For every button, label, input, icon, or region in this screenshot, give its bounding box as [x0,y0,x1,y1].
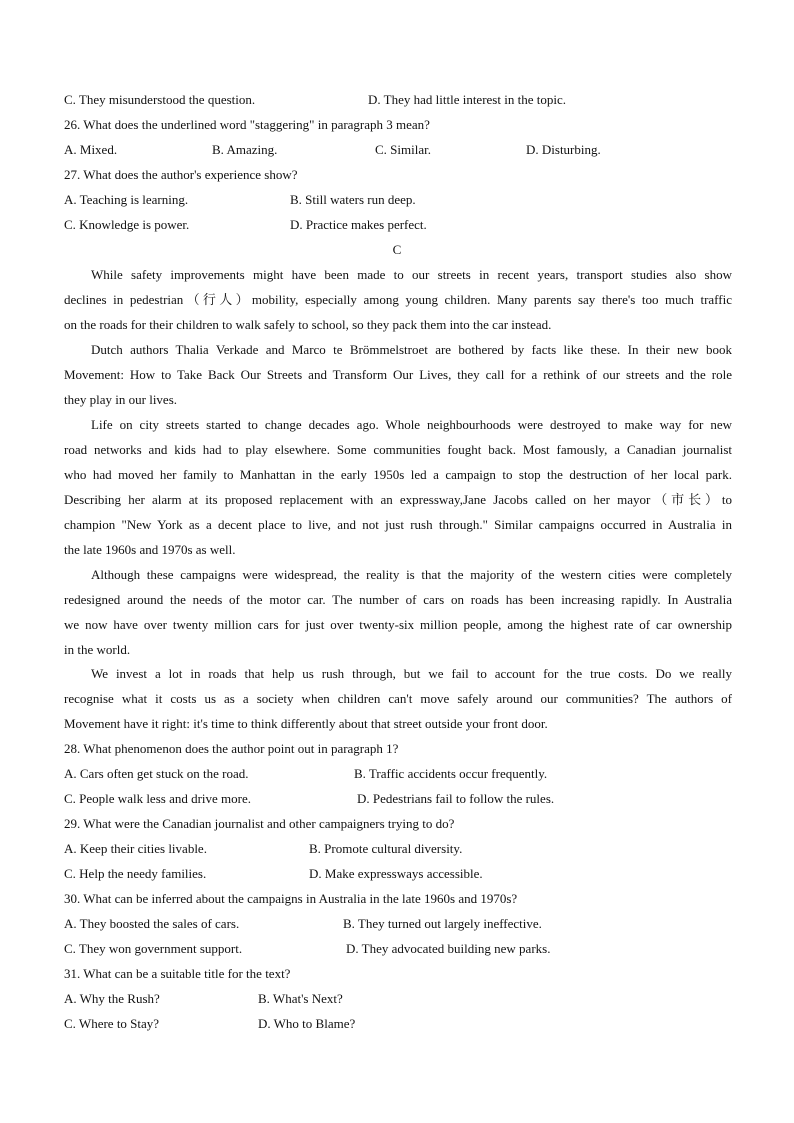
option-28-b[interactable]: B. Traffic accidents occur frequently. [354,766,548,781]
passage-line: the late 1960s and 1970s as well. [64,542,236,557]
option-25-d[interactable]: D. They had little interest in the topic. [368,92,566,107]
passage-line: road networks and kids had to play elsewhere. Some communities fought back. Most famously, a Canadian journalist [64,442,732,457]
passage-line: they play in our lives. [64,392,178,407]
passage-line: We invest a lot in roads that help us rush through, but we fail to account for the true costs. Do we really [91,666,732,681]
passage-line: Describing her alarm at its proposed replacement with an expressway,Jane Jacobs called on her mayor（市长）to [64,492,732,507]
passage-line: Although these campaigns were widespread, the reality is that the majority of the western cities were completely [91,567,732,582]
option-27-d[interactable]: D. Practice makes perfect. [290,217,427,232]
passage-line: recognise what it costs us as a society when children can't move safely around our communities? The authors of [64,691,732,706]
question-31-stem: 31. What can be a suitable title for the text? [64,966,291,981]
passage-line: Movement have it right: it's time to think differently about that street outside your front door. [64,716,548,731]
option-28-a[interactable]: A. Cars often get stuck on the road. [64,766,249,781]
question-30-stem: 30. What can be inferred about the campaigns in Australia in the late 1960s and 1970s? [64,891,518,906]
option-28-c[interactable]: C. People walk less and drive more. [64,791,252,806]
option-26-a[interactable]: A. Mixed. [64,142,118,157]
passage-line: While safety improvements might have been made to our streets in recent years, transport studies also show [91,267,732,282]
option-31-d[interactable]: D. Who to Blame? [258,1016,356,1031]
passage-line: on the roads for their children to walk safely to school, so they pack them into the car instead. [64,317,552,332]
passage-line: redesigned around the needs of the motor car. The number of cars on roads has been increasing rapidly. In Australia [64,592,732,607]
option-27-a[interactable]: A. Teaching is learning. [64,192,189,207]
passage-line: champion "New York as a decent place to live, and not just rush through." Similar campaigns occurred in Australia in [64,517,732,532]
option-30-a[interactable]: A. They boosted the sales of cars. [64,916,240,931]
passage-line: Dutch authors Thalia Verkade and Marco te Brömmelstroet are bothered by facts like these. In their new book [91,342,732,357]
option-29-c[interactable]: C. Help the needy families. [64,866,207,881]
question-28-stem: 28. What phenomenon does the author point out in paragraph 1? [64,741,399,756]
passage-line: in the world. [64,642,131,657]
passage-line: Movement: How to Take Back Our Streets and Transform Our Lives, they call for a rethink of our streets and the role [64,367,732,382]
passage-line: Life on city streets started to change decades ago. Whole neighbourhoods were destroyed to make way for new [91,417,732,432]
option-30-c[interactable]: C. They won government support. [64,941,243,956]
option-29-b[interactable]: B. Promote cultural diversity. [309,841,463,856]
section-c-label: C [392,242,402,257]
question-26-stem: 26. What does the underlined word "staggering" in paragraph 3 mean? [64,117,430,132]
option-31-c[interactable]: C. Where to Stay? [64,1016,160,1031]
option-30-b[interactable]: B. They turned out largely ineffective. [343,916,542,931]
option-31-a[interactable]: A. Why the Rush? [64,991,160,1006]
passage-line: who had moved her family to Manhattan in the early 1950s led a campaign to stop the destruction of her local park. [64,467,732,482]
option-28-d[interactable]: D. Pedestrians fail to follow the rules. [357,791,555,806]
option-29-d[interactable]: D. Make expressways accessible. [309,866,483,881]
option-26-c[interactable]: C. Similar. [375,142,431,157]
passage-line: we now have over twenty million cars for just over twenty-six million people, among the highest rate of car ownership [64,617,732,632]
option-26-b[interactable]: B. Amazing. [212,142,278,157]
option-26-d[interactable]: D. Disturbing. [526,142,601,157]
option-29-a[interactable]: A. Keep their cities livable. [64,841,207,856]
option-27-b[interactable]: B. Still waters run deep. [290,192,416,207]
passage-line: declines in pedestrian（行人）mobility, especially among young children. Many parents say there's too much traffic [64,292,732,307]
question-29-stem: 29. What were the Canadian journalist and other campaigners trying to do? [64,816,455,831]
option-30-d[interactable]: D. They advocated building new parks. [346,941,551,956]
question-27-stem: 27. What does the author's experience show? [64,167,298,182]
option-31-b[interactable]: B. What's Next? [258,991,343,1006]
option-25-c[interactable]: C. They misunderstood the question. [64,92,256,107]
option-27-c[interactable]: C. Knowledge is power. [64,217,190,232]
